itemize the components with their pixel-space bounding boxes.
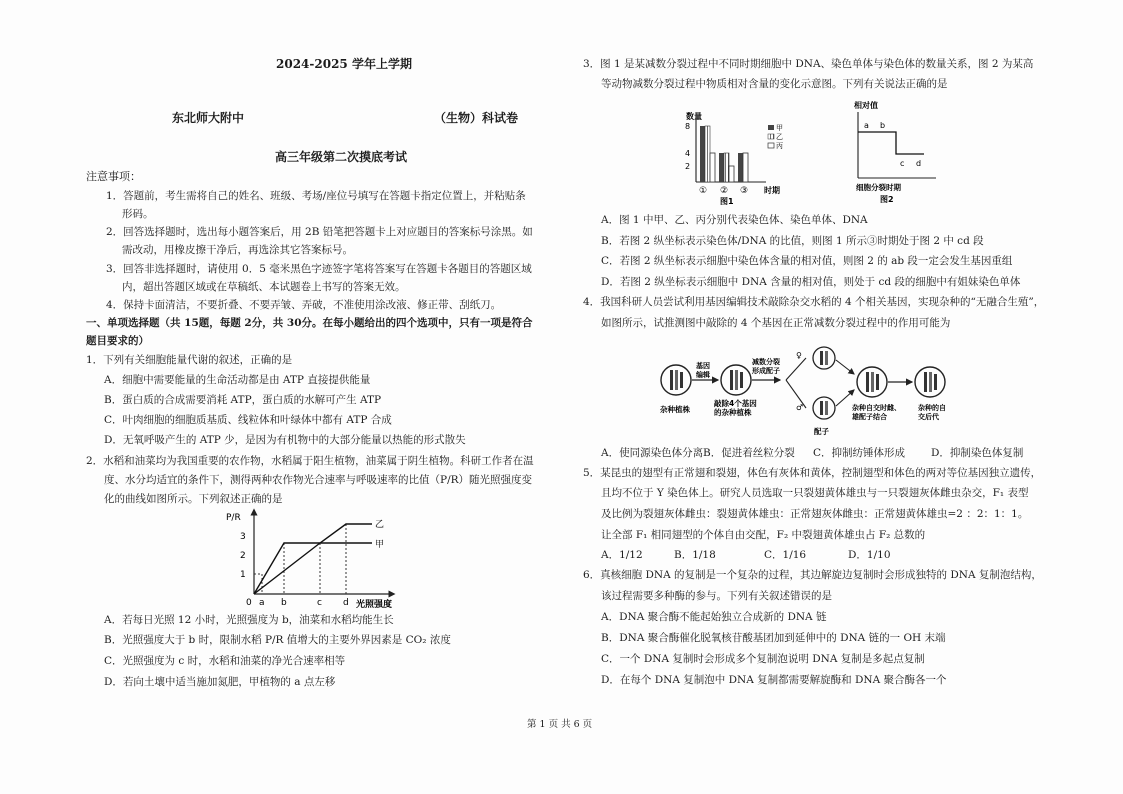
fig1-xtick: ③ — [740, 186, 749, 196]
q4-option: A．使同源染色体分离 — [601, 447, 704, 459]
q2-option: A．若每日光照 12 小时，光照强度为 b，油菜和水稻均能生长 — [104, 614, 394, 626]
gamete-male — [813, 397, 835, 419]
q2-option: D．若向土壤中适当施加氮肥，甲植物的 a 点左移 — [104, 676, 336, 688]
pr-xtick: b — [281, 598, 287, 608]
fig1-xtick: ① — [699, 186, 708, 196]
fig2-point: a — [864, 121, 869, 130]
pr-light-chart — [222, 508, 402, 612]
fig1-bar — [710, 153, 715, 182]
fig2-point: d — [916, 159, 922, 168]
q1-option: A．细胞中需要能量的生命活动都是由 ATP 直接提供能量 — [104, 374, 371, 386]
fig2-line — [858, 132, 924, 154]
q2-stem: 2．水稻和油菜均为我国重要的农作物，水稻属于阳生植物，油菜属于阴生植物。科研工作者在温 — [86, 455, 534, 467]
fig1-bar — [729, 166, 734, 182]
notice-line: 1．答题前，考生需将自己的姓名、班级、考场/座位号填写在答题卡指定位置上，并粘贴条 — [106, 190, 526, 202]
gamete-female — [813, 347, 835, 369]
q4-option: D．抑制染色体复制 — [931, 447, 1024, 459]
fig1-bar — [719, 153, 724, 182]
q6-option: A．DNA 聚合酶不能起始独立合成新的 DNA 链 — [601, 611, 827, 623]
q3-stem: 等动物减数分裂过程中物质相对含量的变化示意图。下列有关说法正确的是 — [601, 78, 948, 90]
q5-option: C．1/16 — [764, 549, 807, 561]
q2-stem: 化的曲线如图所示。下列叙述正确的是 — [104, 493, 283, 505]
fig1-bar — [738, 153, 743, 182]
fig2-point: b — [880, 121, 886, 130]
gamete-label: 配子 — [814, 427, 829, 436]
pr-ytick: 3 — [240, 532, 246, 542]
q3-option: D．若图 2 纵坐标表示细胞中 DNA 含量的相对值，则处于 cd 段的细胞中有姐妹染色单体 — [601, 276, 1021, 288]
q3-option: B．若图 2 纵坐标表示染色体/DNA 的比值，则图 1 所示③时期处于图 2 中 cd 段 — [601, 235, 984, 247]
notice-line: 内，超出答题区域或在草稿纸、本试题卷上书写的答案无效。 — [122, 281, 406, 293]
term-title: 2024-2025 学年上学期 — [276, 57, 412, 71]
pr-ytick: 1 — [240, 570, 246, 580]
q4-option: C．抑制纺锤体形成 — [813, 447, 906, 459]
notice-line: 需改动，用橡皮擦干净后，再选涂其它答案标号。 — [122, 244, 353, 256]
pr-ytick: 2 — [240, 551, 246, 561]
fig2-step-chart — [850, 98, 950, 208]
q5-option: B．1/18 — [674, 549, 716, 561]
pr-origin: 0 — [246, 598, 252, 608]
knockout-label: 敲除4个基因的杂种植株 — [714, 399, 757, 417]
q4-stem: 如图所示，试推测图中敲除的 4 个基因在正常减数分裂过程中的作用可能为 — [601, 317, 951, 329]
q3-option: A．图 1 中甲、乙、丙分别代表染色体、染色单体、DNA — [601, 214, 868, 226]
q5-stem: 且均不位于 Y 染色体上。研究人员选取一只裂翅黄体雄虫与一只裂翅灰体雌虫杂交，F₁ 表型 — [601, 487, 1029, 499]
fig1-xlabel: 时期 — [764, 186, 780, 195]
section-heading: 一、单项选择题（共 15题，每题 2分，共 30分。在每小题给出的四个选项中，只有一项是符合 — [86, 317, 533, 329]
fig1-legend: 甲 — [776, 124, 783, 132]
series-yi-line — [254, 524, 372, 594]
notice-title: 注意事项： — [86, 170, 141, 183]
q5-stem: 5．某昆虫的翅型有正常翅和裂翅，体色有灰体和黄体，控制翅型和体色的两对等位基因独立遗传， — [583, 467, 1042, 479]
q5-stem: 让全部 F₁ 相同翅型的个体自由交配，F₂ 中裂翅黄体雄虫占 F₂ 总数的 — [601, 529, 926, 541]
fig2-ylabel: 相对值 — [854, 101, 878, 110]
pr-ylabel: P/R — [226, 513, 241, 523]
meiosis-label: 减数分裂形成配子 — [752, 358, 780, 375]
q1-option: C．叶肉细胞的细胞质基质、线粒体和叶绿体中都有 ATP 合成 — [104, 414, 392, 426]
exam-title: 高三年级第二次摸底考试 — [275, 150, 408, 164]
fig1-xtick: ② — [720, 186, 729, 196]
q2-option: C．光照强度为 c 时，水稻和油菜的净光合速率相等 — [104, 655, 346, 667]
male-symbol: ♂ — [796, 403, 804, 412]
pr-xtick: c — [317, 598, 322, 608]
q6-option: D．在每个 DNA 复制泡中 DNA 复制都需要解旋酶和 DNA 聚合酶各一个 — [601, 674, 947, 686]
q4-option: B．促进着丝粒分裂 — [703, 447, 795, 459]
subject-title: （生物）科试卷 — [434, 111, 519, 125]
notice-line: 2．回答选择题时，选出每小题答案后，用 2B 铅笔把答题卡上对应题目的答案标号涂黑。如 — [106, 226, 533, 238]
fig2-point: c — [900, 159, 905, 168]
notice-line: 3．回答非选择题时，请使用 0．5 毫米黑色字迹签字笔将答案写在答题卡各题目的答题区域 — [106, 263, 532, 275]
gene-edit-label: 基因编辑 — [696, 362, 710, 379]
notice-line: 形码。 — [122, 208, 154, 220]
breeding-diagram — [656, 346, 976, 446]
school-name: 东北师大附中 — [172, 111, 245, 125]
fig1-ylabel: 数量 — [686, 112, 702, 121]
q1-option: D．无氧呼吸产生的 ATP 少，是因为有机物中的大部分能量以热能的形式散失 — [104, 434, 466, 446]
series-jia-line — [254, 543, 372, 594]
series-label-yi: 乙 — [375, 520, 385, 530]
q5-option: D．1/10 — [848, 549, 891, 561]
page-footer: 第 1 页 共 6 页 — [527, 719, 593, 730]
svg-text:基因编辑 — [695, 361, 710, 379]
q3-stem: 3．图 1 是某减数分裂过程中不同时期细胞中 DNA、染色单体与染色体的数量关系，图 2 为某高 — [583, 58, 1034, 70]
series-label-jia: 甲 — [375, 540, 385, 550]
fig1-ytick: 2 — [685, 162, 691, 171]
q2-option: B．光照强度大于 b 时，限制水稻 P/R 值增大的主要外界因素是 CO₂ 浓度 — [104, 634, 451, 646]
q4-stem: 4．我国科研人员尝试利用基因编辑技术敲除杂交水稻的 4 个相关基因，实现杂种的“无融合生殖”， — [583, 296, 1045, 308]
fig1-bar — [705, 126, 710, 182]
section-heading: 题目要求的） — [86, 335, 149, 347]
q1-option: B．蛋白质的合成需要消耗 ATP，蛋白质的水解可产生 ATP — [104, 394, 382, 406]
q2-stem: 度、水分均适宜的条件下，测得两种农作物光合速率与呼吸速率的比值（P/R）随光照强度变 — [104, 474, 533, 486]
fig1-bar — [743, 153, 748, 182]
selfing-label: 杂种自交时雌、雄配子结合 — [852, 404, 901, 421]
pr-xtick: d — [343, 598, 349, 608]
fig1-ytick: 8 — [685, 122, 691, 131]
pr-xlabel: 光照强度 — [356, 600, 393, 610]
female-symbol: ♀ — [796, 351, 802, 360]
offspring-label: 杂种的自交后代 — [918, 404, 946, 421]
fig1-ytick: 4 — [685, 149, 691, 158]
hybrid-label: 杂种植株 — [660, 405, 690, 414]
fig2-caption: 图2 — [880, 195, 894, 204]
q5-option: A．1/12 — [601, 549, 643, 561]
pr-xtick: a — [259, 598, 265, 608]
q6-stem: 6．真核细胞 DNA 的复制是一个复杂的过程，其边解旋边复制时会形成独特的 DNA 复制泡结构， — [583, 569, 1042, 581]
fig1-legend: 乙 — [776, 133, 783, 141]
q5-stem: 及比例为裂翅灰体雌虫：裂翅黄体雄虫：正常翅灰体雌虫：正常翅黄体雄虫=2 ：2：1：1。 — [601, 508, 1029, 520]
notice-line: 4．保持卡面清洁，不要折叠、不要弄皱、弄破，不准使用涂改液、修正带、刮纸刀。 — [106, 299, 502, 311]
fig1-bar-chart — [680, 108, 810, 208]
fig2-xlabel: 细胞分裂时期 — [856, 183, 901, 192]
fig1-caption: 图1 — [720, 197, 734, 206]
q1-stem: 1．下列有关细胞能量代谢的叙述，正确的是 — [86, 354, 293, 366]
fig1-bar — [724, 153, 729, 182]
q3-option: C．若图 2 纵坐标表示细胞中染色体含量的相对值，则图 2 的 ab 段一定会发生基因重组 — [601, 255, 1013, 267]
fig1-legend: 丙 — [776, 142, 783, 150]
q6-option: B．DNA 聚合酶催化脱氧核苷酸基团加到延伸中的 DNA 链的一 OH 末端 — [601, 632, 946, 644]
q6-option: C．一个 DNA 复制时会形成多个复制泡说明 DNA 复制是多起点复制 — [601, 653, 925, 665]
q6-stem: 该过程需要多种酶的参与。下列有关叙述错误的是 — [601, 590, 832, 602]
fig1-bar — [700, 126, 705, 182]
